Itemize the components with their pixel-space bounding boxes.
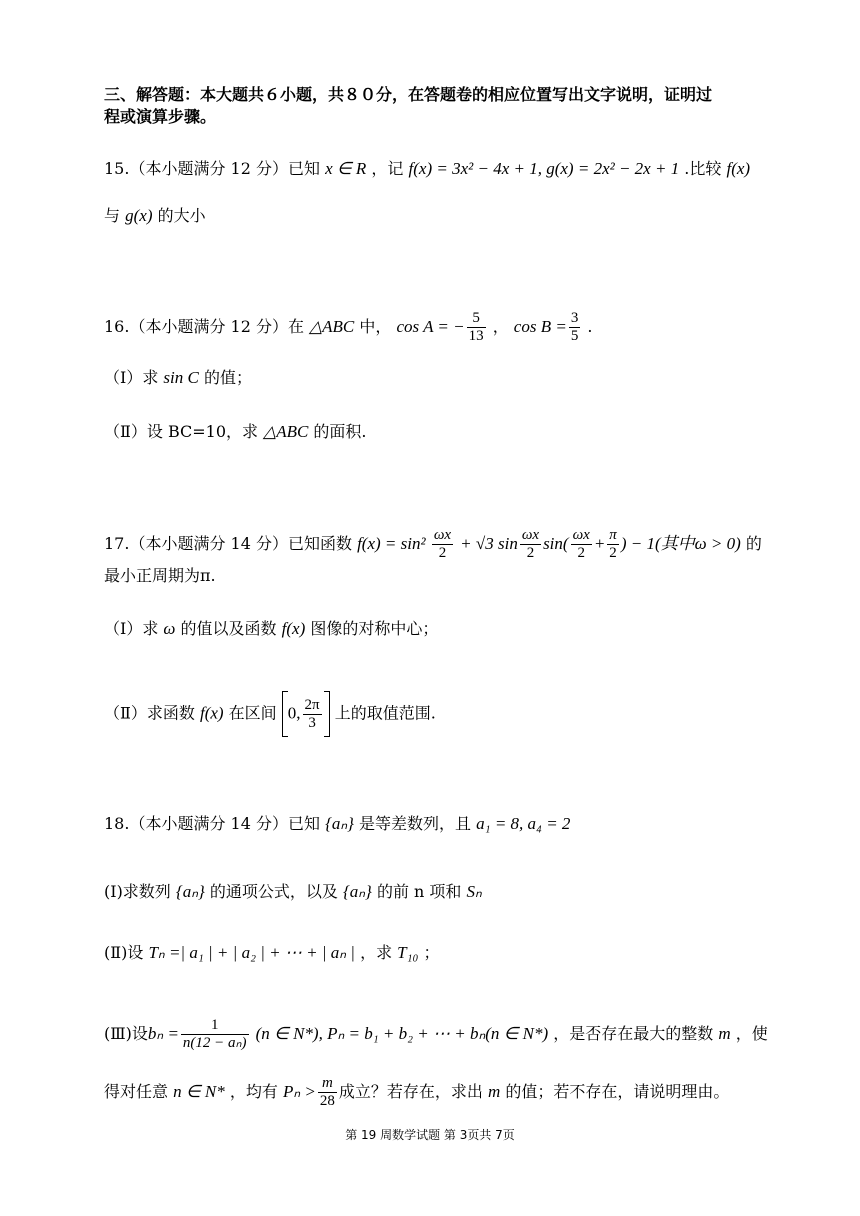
q18-line2-m: m	[487, 1082, 501, 1101]
q18-condition: a₁ = 8, a₄ = 2	[476, 814, 571, 833]
question-18-part3-line2	[104, 1075, 764, 1110]
section-heading-line2: 程或演算步骤。	[104, 107, 217, 126]
q16-cosA-fraction: $\frac{5}{13}$	[468, 310, 484, 344]
q15-gx: g(x)	[125, 206, 153, 225]
question-18-part3	[104, 1017, 768, 1052]
q18-part3-fraction: $\frac{1}{\text{n(12 − aₙ)}}$	[182, 1017, 247, 1051]
q18-part3-mid: ，是否存在最大的整数	[553, 1024, 714, 1043]
q18-line2-n: n ∈ N*	[173, 1082, 225, 1101]
question-17-line2: 最小正周期为π.	[104, 566, 216, 585]
q17-suffix: 的	[745, 534, 762, 553]
q17-part1-fx: f(x)	[281, 619, 306, 638]
q15-line2-prefix: 与	[104, 206, 121, 225]
page-footer: 第 19 周数学试题 第 3页共 7页	[345, 1128, 515, 1142]
q16-cosB-fraction: $\frac{3}{5}$	[570, 310, 579, 344]
q17-f-lhs: f(x) = sin²	[357, 534, 430, 553]
q17-part2-suffix: 上的取值范围.	[334, 703, 436, 723]
q16-cosB: cos B =	[513, 317, 567, 336]
q18-line2-mid: ，均有	[229, 1082, 278, 1101]
interval-left-value: 0,	[287, 703, 301, 723]
q18-line2-fraction: $\frac{m}{28}$	[319, 1075, 335, 1109]
q18-part3-end: ，使	[735, 1024, 768, 1043]
q15-line2-suffix: 的大小	[157, 206, 206, 225]
q18-part1-mid2: 的前 n 项和	[376, 882, 462, 901]
q18-part3-b: bₙ =	[147, 1024, 179, 1043]
q17-plus: +	[593, 534, 606, 553]
question-18-part2	[104, 942, 764, 964]
q18-part2-end: ；	[423, 943, 440, 962]
q17-tail: ) − 1(其中ω > 0)	[620, 534, 741, 553]
q18-part1-prefix: (Ⅰ)求数列	[104, 882, 171, 901]
q18-mid: 是等差数列，且	[359, 814, 472, 833]
question-18-part1	[104, 881, 764, 903]
q16-sep: ，	[492, 317, 509, 336]
q15-mid: ，记	[371, 159, 404, 178]
q18-part2-mid: ，求	[360, 943, 393, 962]
q17-part1-mid: 的值以及函数	[180, 619, 277, 638]
q17-prefix: 17.（本小题满分 14 分）已知函数	[104, 534, 352, 553]
q16-end: .	[587, 317, 593, 336]
q16-mid: 中，	[359, 317, 392, 336]
q17-part2-mid: 在区间	[228, 703, 277, 723]
q17-sin-open: sin(	[543, 534, 569, 553]
q18-part3-prefix: (Ⅲ)设	[104, 1024, 148, 1043]
q18-part3-m: m	[718, 1024, 731, 1043]
q18-part1-S: Sₙ	[466, 882, 482, 901]
q18-part2-prefix: (Ⅱ)设	[104, 943, 144, 962]
question-16-line1	[104, 310, 764, 345]
q17-part2-prefix: （Ⅱ）求函数	[104, 703, 195, 723]
q15-function-definitions: f(x) = 3x² − 4x + 1, g(x) = 2x² − 2x + 1	[408, 159, 680, 178]
q18-prefix: 18.（本小题满分 14 分）已知	[104, 814, 320, 833]
q16-triangle: △ABC	[309, 317, 355, 336]
q18-line2-prefix: 得对任意	[104, 1082, 169, 1101]
q16-cosA: cos A = −	[396, 317, 465, 336]
question-16-part2	[104, 421, 764, 443]
q18-line2-mid2: 成立？若存在，求出	[338, 1082, 483, 1101]
question-17-part2	[104, 691, 764, 737]
interval-right-fraction: $\frac{2\pi}{3}$	[304, 696, 320, 731]
q18-part2-expr: Tₙ =| a₁ | + | a₂ | + ⋯ + | aₙ |	[148, 943, 355, 962]
q16-part2-prefix: （Ⅱ）设 BC=10，求	[104, 422, 259, 441]
question-18-line1	[104, 813, 764, 835]
q16-part1-expr: sin C	[163, 368, 199, 387]
q16-prefix: 16.（本小题满分 12 分）在	[104, 317, 304, 336]
question-17-part1	[104, 618, 764, 640]
q17-frac-1: $\frac{\omega x}{2}$	[433, 527, 452, 561]
q16-part1-suffix: 的值；	[203, 368, 252, 387]
q18-part3-expr: (n ∈ N*), Pₙ = b₁ + b₂ + ⋯ + bₙ(n ∈ N*)	[255, 1024, 549, 1043]
q17-frac-3: $\frac{\omega x}{2}$	[572, 527, 590, 561]
q16-part2-suffix: 的面积.	[313, 422, 367, 441]
q17-part2-fx: f(x)	[199, 703, 224, 723]
q16-part2-triangle: △ABC	[263, 422, 309, 441]
q18-part1-seq: {aₙ}	[175, 882, 205, 901]
q17-frac-4: $\frac{\pi}{2}$	[609, 527, 617, 561]
question-17-line1	[104, 527, 764, 562]
q17-part1-prefix: （Ⅰ）求	[104, 619, 159, 638]
q16-part1-prefix: （Ⅰ）求	[104, 368, 159, 387]
q18-part1-seq2: {aₙ}	[342, 882, 372, 901]
question-15-line1	[104, 158, 764, 180]
section-heading-line1: 三、解答题：本大题共６小题，共８０分，在答题卷的相应位置写出文字说明，证明过	[104, 85, 713, 104]
q18-seq: {aₙ}	[325, 814, 354, 833]
interval-right-bracket	[324, 691, 330, 737]
q18-line2-P: Pₙ >	[282, 1082, 316, 1101]
q17-part1-omega: ω	[163, 619, 176, 638]
question-15-line2	[104, 205, 764, 227]
q17-plus-sqrt: + √3 sin	[460, 534, 518, 553]
q15-prefix: 15.（本小题满分 12 分）已知	[104, 159, 320, 178]
q17-frac-2: $\frac{\omega x}{2}$	[521, 527, 540, 561]
q15-fx: f(x)	[726, 159, 751, 178]
q15-condition: x ∈ R	[325, 159, 367, 178]
q18-line2-end: 的值；若不存在，请说明理由。	[505, 1082, 730, 1101]
q18-part2-T: T₁₀	[397, 943, 419, 962]
q18-part1-mid: 的通项公式，以及	[209, 882, 338, 901]
q15-end: .比较	[684, 159, 722, 178]
question-16-part1	[104, 367, 764, 389]
q17-part1-suffix: 图像的对称中心；	[310, 619, 439, 638]
